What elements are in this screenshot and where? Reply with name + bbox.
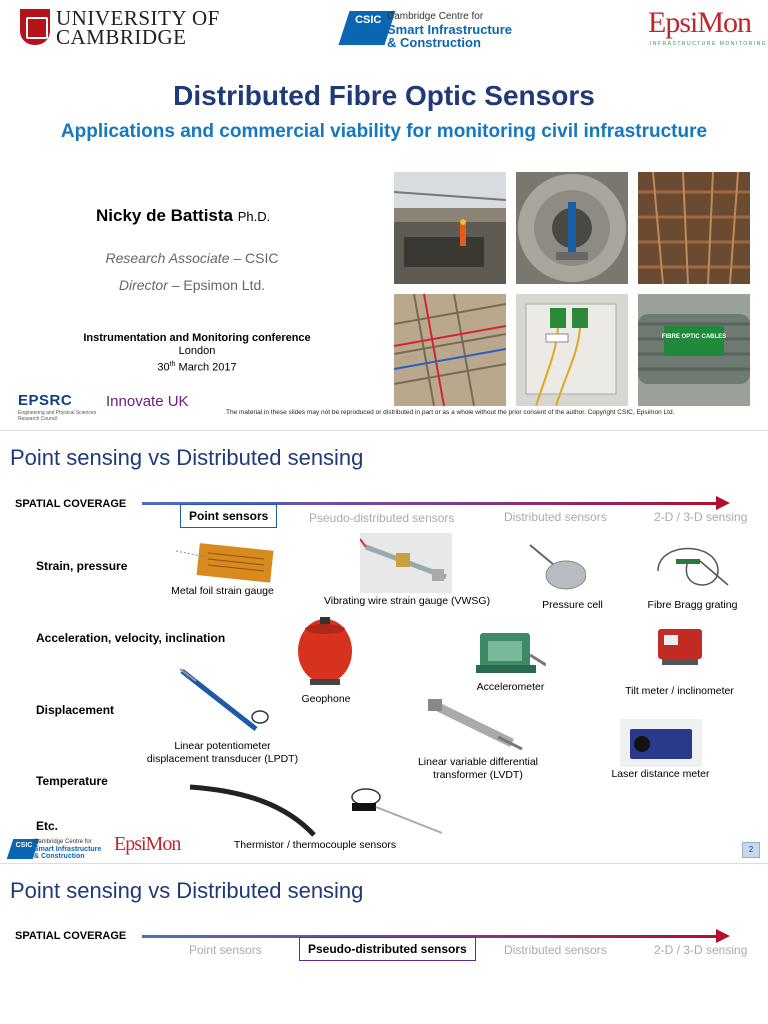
- cambridge-shield-icon: [20, 9, 50, 45]
- role-org: – CSIC: [229, 250, 279, 266]
- row-temperature: Temperature: [36, 774, 108, 788]
- category-distributed: Distributed sensors: [504, 510, 607, 524]
- caption-lpdt: [130, 740, 315, 766]
- csic-line3: & Construction: [387, 35, 481, 50]
- category-distributed: Distributed sensors: [504, 943, 607, 957]
- photo-fibre-cables: [638, 294, 750, 406]
- role-org: – Epsimon Ltd.: [167, 277, 266, 293]
- category-pseudo-distributed: Pseudo-distributed sensors: [309, 511, 455, 525]
- caption-tilt-meter: Tilt meter / inclinometer: [625, 685, 734, 697]
- thermistor-icon: [186, 781, 316, 837]
- caption-lpdt-line1: Linear potentiometer: [174, 740, 271, 752]
- caption-vwsg: Vibrating wire strain gauge (VWSG): [323, 595, 491, 607]
- author-degree: Ph.D.: [237, 209, 271, 224]
- lvdt-icon: [428, 695, 524, 753]
- role-epsimon: [62, 277, 322, 293]
- foil-strain-gauge-icon: [176, 543, 276, 583]
- category-point-sensors: Point sensors: [180, 504, 277, 528]
- innovate-uk-logo: Innovate UK: [106, 393, 189, 410]
- category-pseudo-distributed: Pseudo-distributed sensors: [299, 937, 476, 961]
- caption-laser: Laser distance meter: [611, 768, 710, 780]
- thermocouple-icon: [336, 781, 446, 839]
- conference-info: [47, 332, 347, 375]
- category-2d-3d: 2-D / 3-D sensing: [654, 943, 748, 957]
- page-number: 2: [742, 842, 760, 858]
- photo-slab-fibres: [394, 294, 506, 406]
- caption-lpdt-line2: displacement transducer (LPDT): [146, 753, 299, 765]
- csic-logo-icon: CSIC: [338, 11, 395, 45]
- fibre-bragg-grating-icon: [648, 541, 732, 597]
- footer-epsimon-logo: EpsiMon: [114, 833, 181, 855]
- photo-label-text: FIBRE OPTIC CABLES: [661, 334, 727, 340]
- row-strain-pressure: Strain, pressure: [36, 559, 128, 573]
- csic-logo-text: [387, 11, 512, 49]
- pressure-cell-icon: [526, 541, 586, 593]
- cambridge-logo: [56, 6, 220, 49]
- photo-construction-site: [394, 172, 506, 284]
- csic-line1: Cambridge Centre for: [387, 11, 484, 22]
- caption-geophone: Geophone: [301, 693, 351, 705]
- cambridge-line2: CAMBRIDGE: [56, 25, 187, 49]
- epsrc-tagline: Engineering and Physical Sciences Research Council: [18, 410, 97, 422]
- caption-pressure-cell: Pressure cell: [542, 599, 603, 611]
- caption-thermo: Thermistor / thermocouple sensors: [233, 839, 397, 851]
- copyright-notice: The material in these slides may not be reproduced or distributed in part or as a whole without the prior consent of the author. Copyright CSIC, Epsimon Ltd.: [226, 409, 675, 416]
- spatial-coverage-label: SPATIAL COVERAGE: [15, 930, 127, 942]
- coverage-arrow-head-icon: [716, 929, 730, 943]
- row-acceleration: Acceleration, velocity, inclination: [36, 631, 226, 645]
- photo-tunnel: [516, 172, 628, 284]
- caption-lvdt-line2: transformer (LVDT): [433, 769, 523, 781]
- caption-fbg: Fibre Bragg grating: [647, 599, 738, 611]
- conference-name: Instrumentation and Monitoring conference: [83, 332, 311, 344]
- epsrc-logo: EPSRC: [18, 392, 73, 409]
- laser-distance-meter-icon: [620, 719, 702, 767]
- role-title: Director: [118, 277, 168, 293]
- coverage-arrow-head-icon: [716, 496, 730, 510]
- vibrating-wire-gauge-icon: [360, 533, 452, 593]
- caption-lvdt-line1: Linear variable differential: [417, 756, 539, 768]
- category-point-sensors: Point sensors: [189, 943, 262, 957]
- caption-foil-gauge: Metal foil strain gauge: [171, 585, 274, 597]
- slide-heading: Point sensing vs Distributed sensing: [10, 445, 364, 470]
- sensing-slide-pseudo: [0, 863, 768, 1024]
- row-etc: Etc.: [36, 819, 59, 833]
- author: [96, 206, 270, 226]
- epsimon-tagline: INFRASTRUCTURE MONITORING: [650, 41, 768, 47]
- title-slide: [0, 0, 768, 430]
- slide-heading: Point sensing vs Distributed sensing: [10, 878, 364, 903]
- caption-accelerometer: Accelerometer: [476, 681, 545, 693]
- role-title: Research Associate: [105, 250, 230, 266]
- cambridge-line1: UNIVERSITY OF: [56, 6, 220, 30]
- csic-line2: Smart Infrastructure: [387, 22, 512, 37]
- caption-lvdt: [398, 756, 558, 782]
- footer-csic-logo-icon: CSIC: [7, 839, 39, 859]
- photo-rebar-cage: [638, 172, 750, 284]
- footer-csic-text: Cambridge Centre for Smart Infrastructure & Construction: [34, 839, 102, 860]
- slide-subtitle: Applications and commercial viability for monitoring civil infrastructure: [60, 121, 708, 142]
- sensing-slide-point: [0, 430, 768, 863]
- epsimon-logo: EpsiMon: [648, 6, 752, 39]
- spatial-coverage-label: SPATIAL COVERAGE: [15, 498, 127, 510]
- linear-potentiometer-icon: [176, 667, 272, 737]
- geophone-icon: [296, 613, 354, 689]
- conference-date: 30th March 2017: [157, 361, 237, 374]
- role-csic: [62, 250, 322, 266]
- accelerometer-icon: [476, 625, 546, 679]
- conference-city: London: [178, 345, 216, 357]
- slide-title: Distributed Fibre Optic Sensors: [173, 80, 595, 111]
- author-name: Nicky de Battista: [96, 206, 233, 225]
- tilt-meter-icon: [654, 625, 706, 669]
- category-2d-3d: 2-D / 3-D sensing: [654, 510, 748, 524]
- photo-connector-box: [516, 294, 628, 406]
- row-displacement: Displacement: [36, 703, 115, 717]
